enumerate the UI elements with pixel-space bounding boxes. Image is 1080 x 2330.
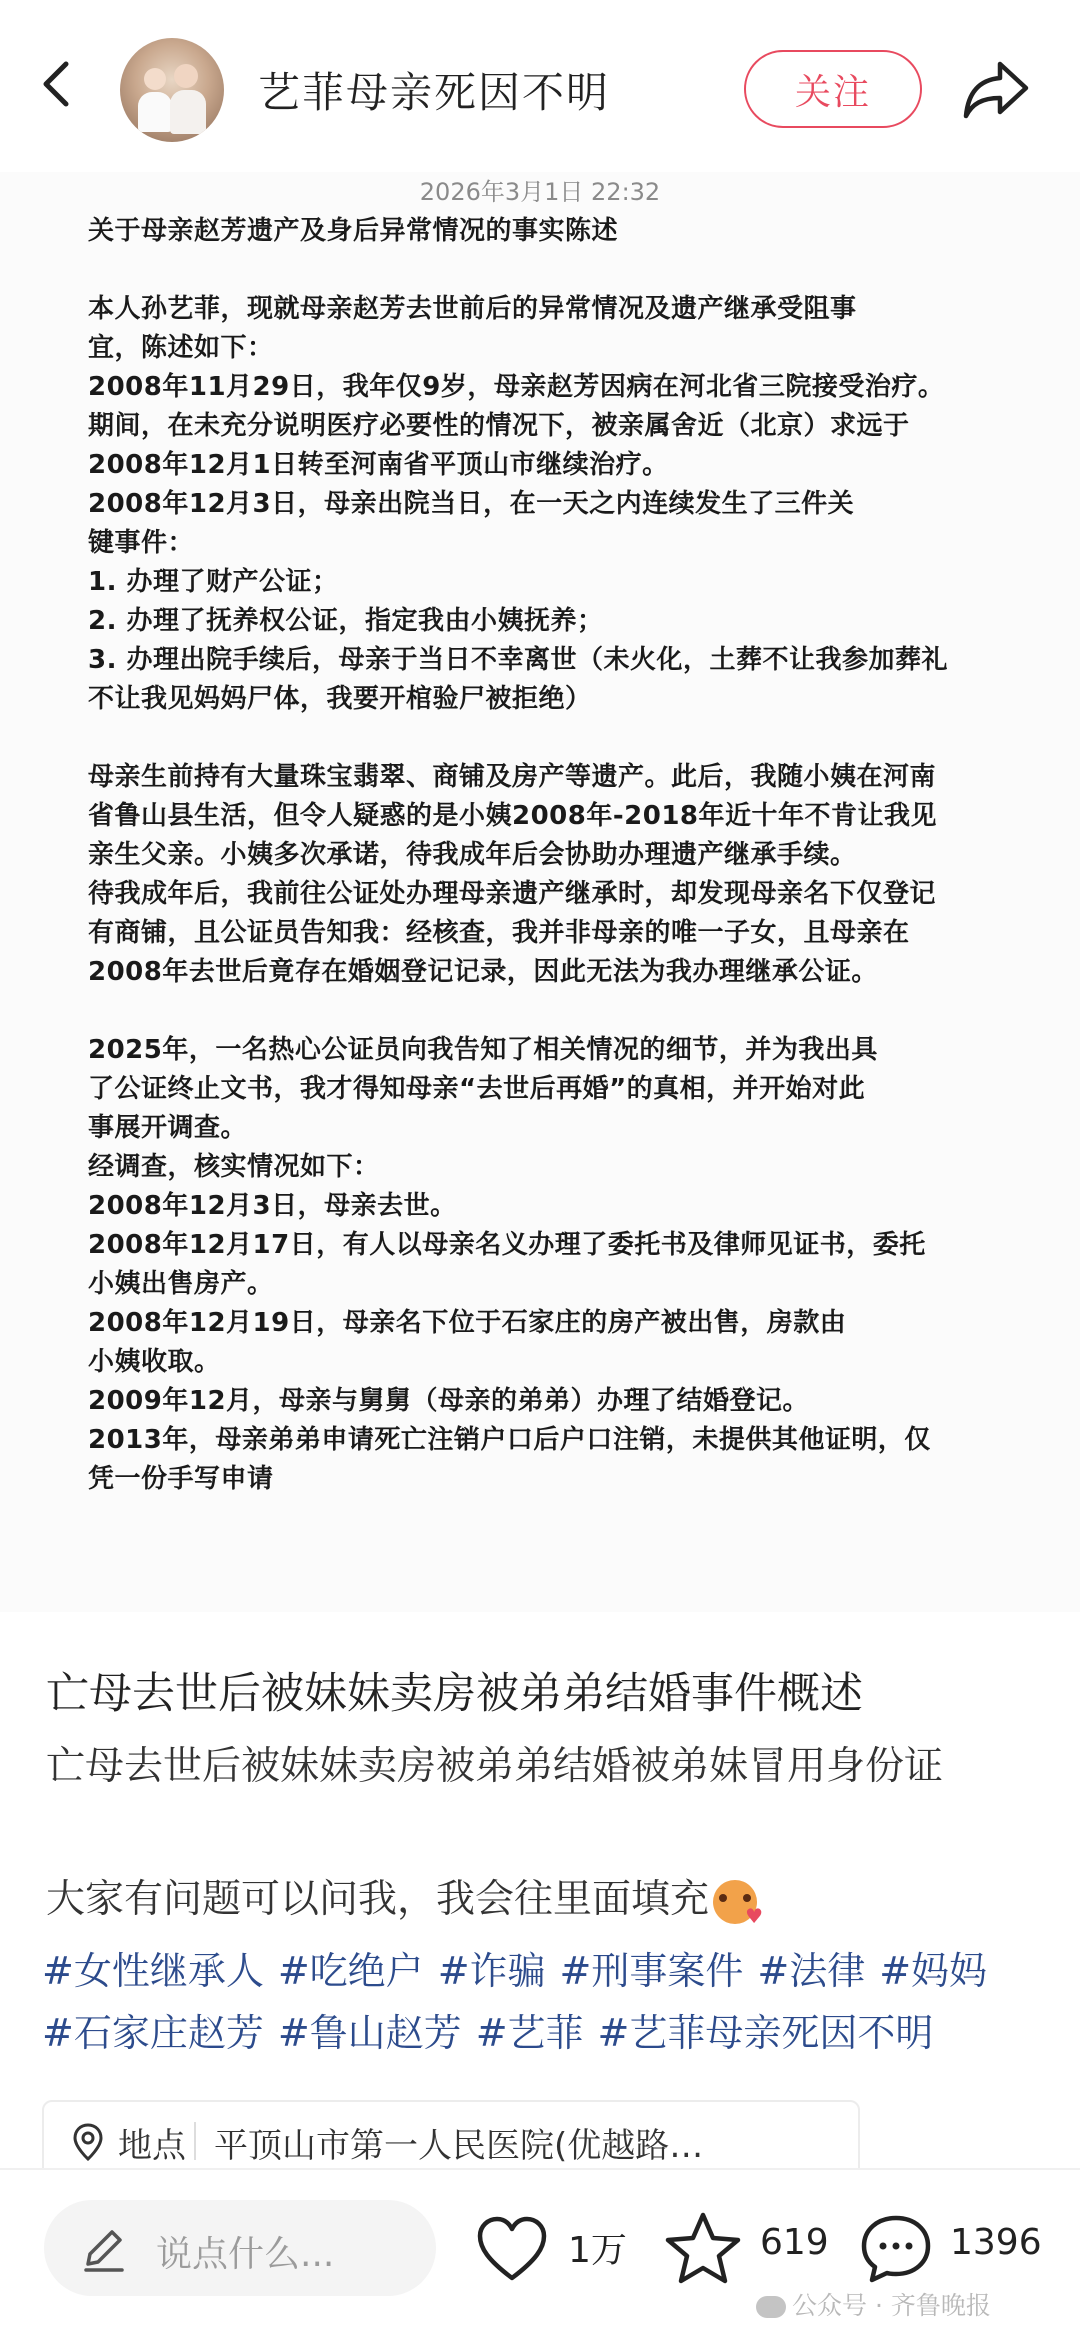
statement-line: 经调查，核实情况如下：: [88, 1152, 380, 1182]
statement-line: 小姨出售房产。: [88, 1269, 274, 1299]
statement-line: 待我成年后，我前往公证处办理母亲遗产继承时，却发现母亲名下仅登记: [88, 879, 937, 909]
statement-line: 2008年12月3日，母亲去世。: [88, 1191, 457, 1221]
statement-line: 2. 办理了抚养权公证，指定我由小姨抚养；: [88, 606, 604, 636]
statement-date: 2026年3月1日 22:32: [419, 178, 661, 206]
location-card[interactable]: [42, 2100, 860, 2178]
statement-line: 2008年12月3日，母亲出院当日，在一天之内连续发生了三件关: [88, 489, 855, 519]
post-description: 亡母去世后被妹妹卖房被弟弟结婚被弟妹冒用身份证: [46, 1744, 944, 1789]
statement-blank-line: [88, 251, 1028, 290]
watermark: [756, 2286, 991, 2322]
statement-line: 2025年，一名热心公证员向我告知了相关情况的细节，并为我出具: [88, 1035, 878, 1065]
statement-blank-line: [88, 992, 1028, 1031]
statement-line: 关于母亲赵芳遗产及身后异常情况的事实陈述: [88, 216, 619, 246]
statement-line: 2008年12月1日转至河南省平顶山市继续治疗。: [88, 450, 669, 480]
statement-line: 2008年11月29日，我年仅9岁，母亲赵芳因病在河北省三院接受治疗。: [88, 372, 945, 402]
post-title: 亡母去世后被妹妹卖房被弟弟结婚事件概述: [46, 1669, 863, 1719]
statement-line: 2008年12月17日，有人以母亲名义办理了委托书及律师见证书，委托: [88, 1230, 926, 1260]
statement-line: 亲生父亲。小姨多次承诺，待我成年后会协助办理遗产继承手续。: [88, 840, 857, 870]
statement-line: 母亲生前持有大量珠宝翡翠、商铺及房产等遗产。此后，我随小姨在河南: [88, 762, 937, 792]
wechat-icon: [756, 2296, 786, 2318]
comment-input[interactable]: [44, 2200, 436, 2296]
post-ask: [46, 1868, 764, 1928]
hashtag-list: [42, 1940, 1052, 2064]
chevron-left-icon: [26, 52, 90, 116]
share-button[interactable]: [960, 56, 1032, 122]
hashtag[interactable]: #刑事案件: [559, 1949, 744, 1993]
share-icon: [960, 56, 1032, 122]
statement-line: 不让我见妈妈尸体，我要开棺验尸被拒绝）: [88, 684, 592, 714]
pen-icon: [78, 2224, 128, 2274]
hashtag[interactable]: #妈妈: [879, 1949, 988, 1993]
hashtag[interactable]: #女性继承人: [42, 1949, 264, 1993]
heart-icon[interactable]: [474, 2214, 550, 2284]
hashtag[interactable]: #吃绝户: [277, 1949, 424, 1993]
watermark-text: 公众号 · 齐鲁晚报: [792, 2291, 991, 2320]
hashtag[interactable]: #法律: [757, 1949, 866, 1993]
cat-heart-emoji-icon: ♥: [713, 1880, 757, 1924]
statement-line: 1. 办理了财产公证；: [88, 567, 339, 597]
back-button[interactable]: [26, 52, 90, 116]
hashtag[interactable]: #诈骗: [437, 1949, 546, 1993]
statement-line: 2009年12月，母亲与舅舅（母亲的弟弟）办理了结婚登记。: [88, 1386, 810, 1416]
statement-line: 了公证终止文书，我才得知母亲“去世后再婚”的真相，并开始对此: [88, 1074, 866, 1104]
author-avatar[interactable]: [120, 38, 224, 142]
statement-image[interactable]: [0, 172, 1080, 1612]
location-divider: [194, 2122, 196, 2160]
statement-text: [88, 212, 1028, 1499]
statement-line: 凭一份手写申请: [88, 1464, 274, 1494]
statement-line: 2008年去世后竟存在婚姻登记记录，因此无法为我办理继承公证。: [88, 957, 878, 987]
collect-count[interactable]: 619: [760, 2222, 829, 2263]
star-icon[interactable]: [664, 2210, 742, 2286]
location-label: 地点: [118, 2126, 186, 2166]
statement-line: 键事件：: [88, 528, 195, 558]
statement-line: 3. 办理出院手续后，母亲于当日不幸离世（未火化，土葬不让我参加葬礼: [88, 645, 949, 675]
statement-line: 2013年，母亲弟弟申请死亡注销户口后户口注销，未提供其他证明，仅: [88, 1425, 931, 1455]
hashtag[interactable]: #鲁山赵芳: [277, 2011, 462, 2055]
location-pin-icon: [70, 2122, 106, 2162]
comment-count[interactable]: 1396: [950, 2222, 1042, 2263]
like-count[interactable]: 1万: [568, 2230, 627, 2271]
bottom-action-bar: [0, 2168, 1080, 2330]
statement-line: 有商铺，且公证员告知我：经核查，我并非母亲的唯一子女，且母亲在: [88, 918, 910, 948]
top-bar: [0, 0, 1080, 174]
statement-line: 事展开调查。: [88, 1113, 248, 1143]
author-name[interactable]: 艺菲母亲死因不明: [258, 68, 611, 117]
statement-line: 本人孙艺菲，现就母亲赵芳去世前后的异常情况及遗产继承受阻事: [88, 294, 857, 324]
statement-line: 小姨收取。: [88, 1347, 221, 1377]
statement-line: 省鲁山县生活，但令人疑惑的是小姨2008年-2018年近十年不肯让我见: [88, 801, 938, 831]
statement-line: 宜，陈述如下：: [88, 333, 274, 363]
hashtag[interactable]: #艺菲母亲死因不明: [597, 2011, 934, 2055]
statement-line: 期间，在未充分说明医疗必要性的情况下，被亲属舍近（北京）求远于: [88, 411, 910, 441]
post-ask-text: 大家有问题可以问我，我会往里面填充: [46, 1877, 710, 1922]
statement-blank-line: [88, 719, 1028, 758]
statement-line: 2008年12月19日，母亲名下位于石家庄的房产被出售，房款由: [88, 1308, 847, 1338]
hashtag[interactable]: #石家庄赵芳: [42, 2011, 264, 2055]
location-value: 平顶山市第一人民医院(优越路…: [214, 2126, 704, 2166]
comment-bubble-icon[interactable]: [858, 2212, 934, 2286]
hashtag[interactable]: #艺菲: [475, 2011, 584, 2055]
comment-placeholder: 说点什么...: [156, 2234, 335, 2275]
follow-button[interactable]: 关注: [744, 50, 922, 128]
